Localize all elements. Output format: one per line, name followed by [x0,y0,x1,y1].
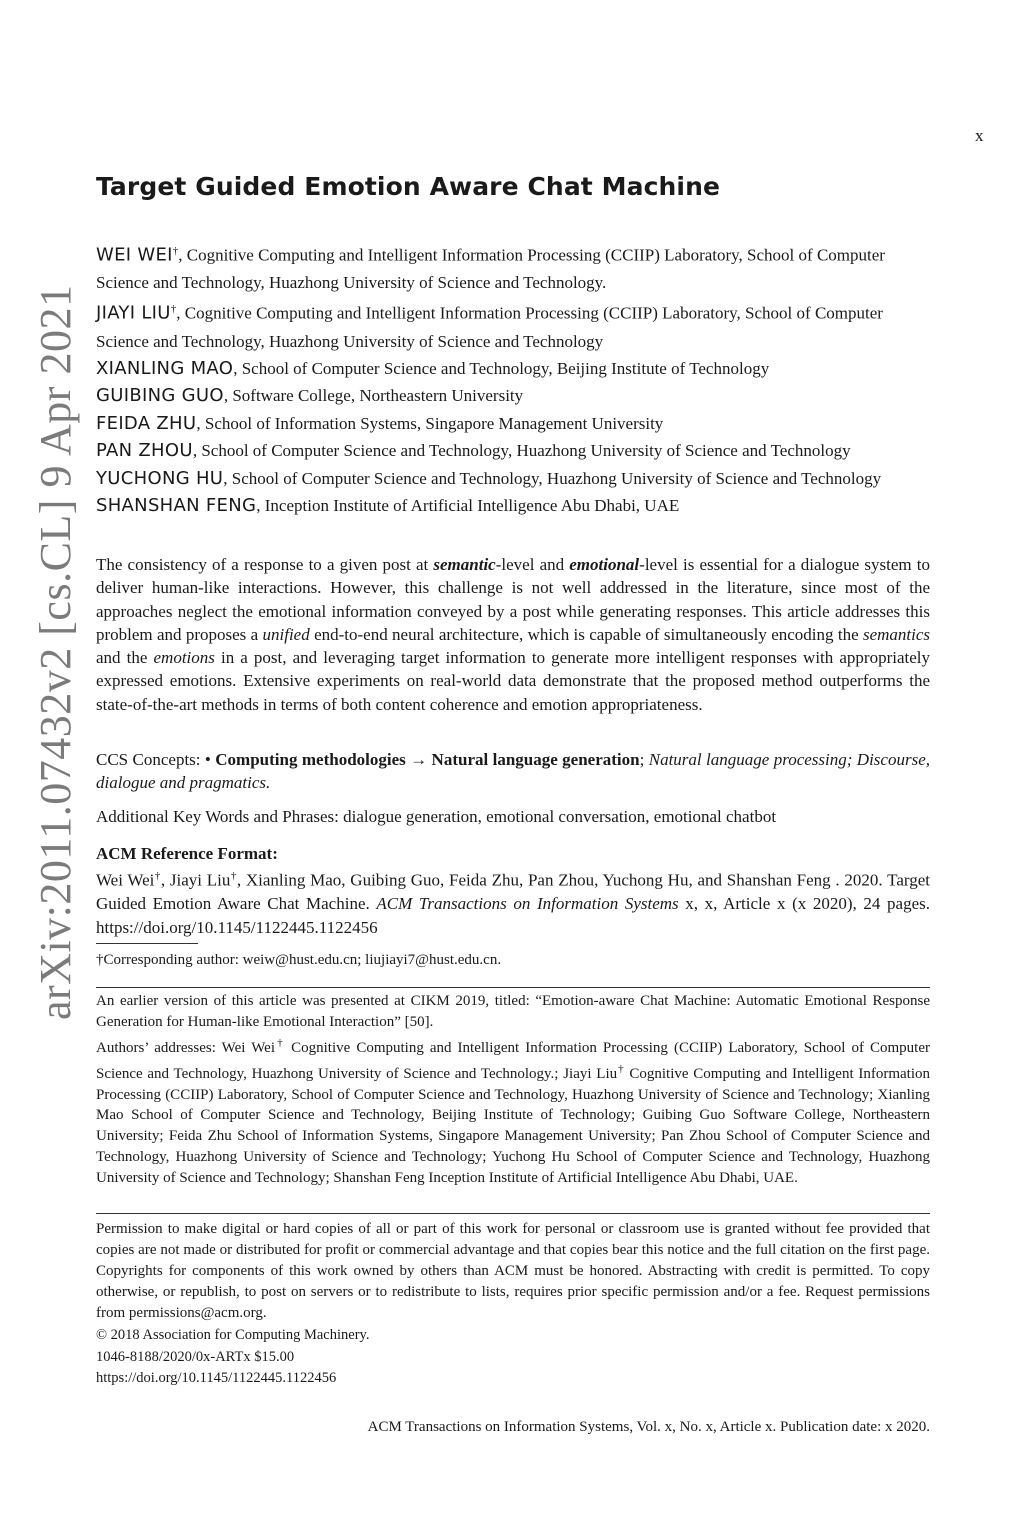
author-entry [96,492,930,519]
author-name: GUIBING GUO [96,385,224,407]
ccs-concepts [96,748,930,795]
author-name: FEIDA ZHU [96,412,197,434]
ccs-label: CCS Concepts: [96,750,205,769]
dagger-mark: † [170,303,177,316]
acm-reference-part: Wei Wei [96,870,155,890]
author-affiliation: , School of Computer Science and Technology, Huazhong University of Science and Technology [223,468,882,488]
footnote-rule [96,943,198,944]
page-footer: ACM Transactions on Information Systems, Vol. x, No. x, Article x. Publication date: x 2020. [367,1419,930,1435]
abstract-emphasis: emotional [569,555,640,574]
abstract-emphasis: semantics [862,624,930,644]
author-affiliation: , School of Computer Science and Technology, Beijing Institute of Technology [233,358,770,378]
section-divider [96,1213,930,1214]
abstract-emphasis: unified [262,624,310,644]
abstract-emphasis: semantic [433,555,496,574]
author-affiliation: , School of Computer Science and Technology, Huazhong University of Science and Technology [192,441,851,461]
author-affiliation: , Software College, Northeastern University [223,386,524,406]
dagger-mark: † [154,870,161,883]
section-divider [96,987,930,988]
author-name: WEI WEI [96,244,173,266]
author-name: JIAYI LIU [96,303,171,325]
permission-notice: Permission to make digital or hard copies of all or part of this work for personal or classroom use is granted without fee provided that copies are not made or distributed for profit or commercial advantage and that copies bear this notice and the full citation on the first page. Copyrights for components of this work owned by others than ACM must be honored. Abstracting with credit is permitted. To copy otherwise, or republish, to post on servers or to redistribute to lists, requires prior specific permission and/or a fee. Request permissions from permissions@acm.org. [96,1221,930,1321]
author-affiliation: , Cognitive Computing and Intelligent Information Processing (CCIIP) Laboratory, School of Computer Science and Technology, Huazhong University of Science and Technology. [96,245,885,293]
earlier-version-note: An earlier version of this article was presented at CIKM 2019, titled: “Emotion-aware Chat Machine: Automatic Emotional Response Generation for Human-like Emotional Interaction” [50]. [96,993,930,1030]
author-entry [96,382,930,409]
author-entry [96,296,930,354]
arxiv-stamp: arXiv:2011.07432v2 [cs.CL] 9 Apr 2021 [31,284,80,1020]
dagger-mark: † [230,870,237,883]
author-affiliation: , Cognitive Computing and Intelligent Information Processing (CCIIP) Laboratory, School of Computer Science and Technology, Huazhong University of Science and Technology [96,304,883,351]
acm-reference-heading: ACM Reference Format: [96,844,278,863]
author-entry [96,238,930,296]
author-name: XIANLING MAO [96,357,234,379]
acm-reference-text [96,865,930,939]
dagger-mark: † [275,1037,286,1049]
author-entry [96,437,930,464]
addresses-text: Cognitive Computing and Intelligent Information Processing (CCIIP) Laboratory, School of Computer Science and Technology, Huazhong University of Science and Technology; Xianling Mao School of Computer Science and Technology, Beijing Institute of Technology; Guibing Guo Software College, Northeastern University; Feida Zhu School of Information Systems, Singapore Management University; Pan Zhou School of Computer Science and Technology, Huazhong University of Science and Technology; Yuchong Hu School of Computer Science and Technology, Huazhong University of Science and Technology; Shanshan Feng Inception Institute of Artificial Intelligence Abu Dhabi, UAE. [96,1065,931,1186]
paper-title: Target Guided Emotion Aware Chat Machine [96,172,721,201]
author-entry [96,410,930,437]
author-addresses [96,1033,930,1189]
acm-reference [96,842,930,939]
copyright-line: © 2018 Association for Computing Machinery. [96,1327,370,1343]
acm-reference-part: , Jiayi Liu [160,870,231,890]
abstract-text: end-to-end neural architecture, which is capable of simultaneously encoding the [309,624,863,644]
author-name: PAN ZHOU [96,440,193,462]
dagger-mark: † [172,245,179,257]
corresponding-footnote: †Corresponding author: weiw@hust.edu.cn; liujiayi7@hust.edu.cn. [96,952,502,968]
author-entry [96,465,930,492]
abstract-text: -level is essential for a dialogue system to deliver human-like interactions. However, this challenge is not well addressed in the literature, since most of the approaches neglect the emotional information conveyed by a post while generating responses. This article addresses this problem and proposes a [96,555,930,644]
page-marker: x [975,126,984,145]
addresses-text: Cognitive Computing and Intelligent Information Processing (CCIIP) Laboratory, School of Computer Science and Technology, Huazhong University of Science and Technology.; Jiayi Liu [96,1040,930,1082]
dagger-mark: † [617,1062,625,1075]
abstract-text: -level and [495,555,570,574]
addresses-text: Authors’ addresses: Wei Wei [96,1040,275,1056]
ccs-secondary: Natural language processing; Discourse, dialogue and pragmatics. [96,750,930,793]
abstract-text: in a post, and leveraging target information to generate more intelligent responses with appropriately expressed emotions. Extensive experiments on real-world data demonstrate that the proposed method outperforms the state-of-the-art methods in terms of both content coherence and emotion appropriateness. [96,648,930,714]
abstract [96,553,930,716]
ccs-separator: ; [639,750,649,769]
abstract-text: and the [96,648,154,668]
author-list [96,238,930,519]
keywords: Additional Key Words and Phrases: dialogue generation, emotional conversation, emotional chatbot [96,807,777,826]
ccs-primary: Computing methodologies → Natural language generation [215,750,640,769]
author-affiliation: , School of Information Systems, Singapore Management University [196,413,664,433]
journal-name: ACM Transactions on Information Systems [376,894,679,914]
acm-reference-part: , Xianling Mao, Guibing Guo, Feida Zhu, Pan Zhou, Yuchong Hu, and Shanshan Feng . 2020. Target Guided Emotion Aware Chat Machine. [96,870,931,914]
abstract-text: The consistency of a response to a given post at [96,555,434,574]
author-affiliation: , Inception Institute of Artificial Intelligence Abu Dhabi, UAE [256,495,680,515]
author-entry [96,355,930,382]
issn-line: 1046-8188/2020/0x-ARTx $15.00 [96,1349,295,1365]
ccs-bullet: • [204,750,216,769]
author-name: SHANSHAN FENG [96,494,257,516]
doi-link[interactable]: https://doi.org/10.1145/1122445.1122456 [96,1370,337,1386]
acm-reference-part: x, x, Article x (x 2020), 24 pages. https://doi.org/10.1145/1122445.1122456 [96,894,930,937]
author-name: YUCHONG HU [96,467,224,489]
abstract-emphasis: emotions [153,648,215,668]
